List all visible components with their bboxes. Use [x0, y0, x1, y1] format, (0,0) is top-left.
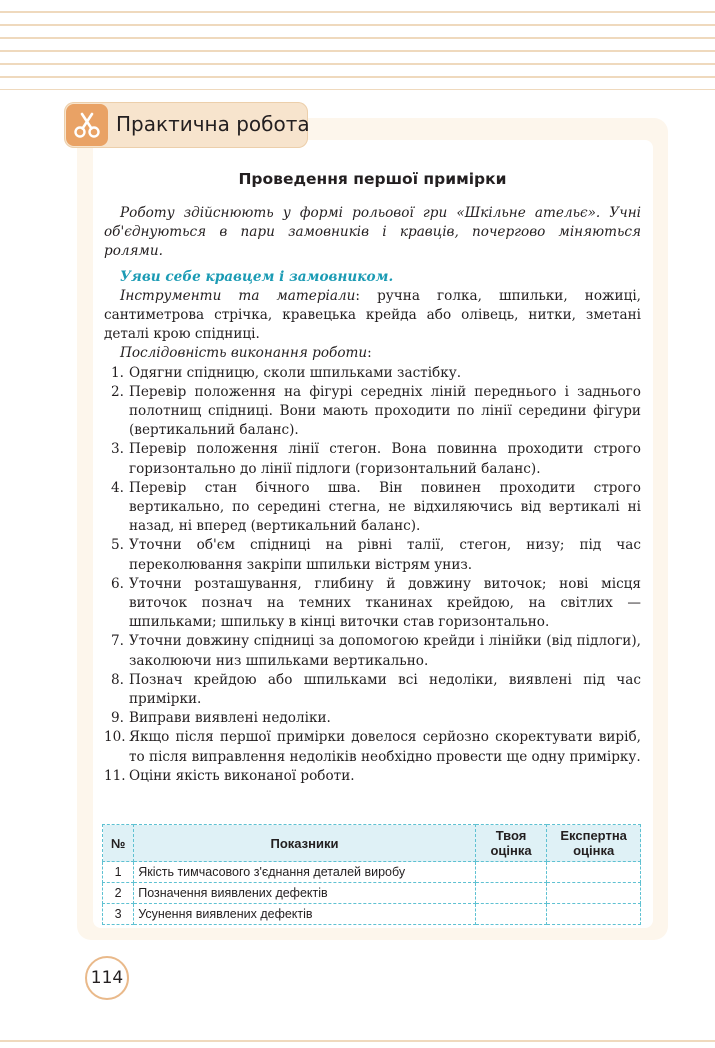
list-item: [104, 767, 641, 786]
step-text: Виправи виявлені недоліки.: [129, 710, 331, 727]
step-number: 9.: [111, 710, 124, 727]
column-header-expert-grade: Експертна оцінка: [547, 825, 641, 862]
step-number: 5.: [111, 537, 124, 554]
table-row: [103, 862, 641, 883]
step-text: Якщо після першої примірки довелося серйозно скоректувати виріб, то після виправлення недоліків необхідно провести ще одну примірку.: [129, 729, 641, 765]
task-content: [104, 204, 641, 786]
step-text: Уточни об'єм спідниці на рівні талії, стегон, низу; під час переколювання закріпи шпильки вістрям униз.: [129, 537, 641, 573]
page-number: 114: [85, 956, 129, 1000]
step-number: 4.: [111, 479, 124, 496]
row-number: 1: [103, 862, 134, 883]
tools-label: Інструменти та матеріали: [120, 287, 356, 304]
own-grade-cell[interactable]: [475, 883, 547, 904]
expert-grade-cell[interactable]: [547, 862, 641, 883]
step-text: Уточни довжину спідниці за допомогою крейди і лінійки (від підлоги), заколюючи низ шпильками вертикально.: [129, 633, 641, 669]
expert-grade-cell[interactable]: [547, 883, 641, 904]
list-item: [104, 383, 641, 441]
list-item: [104, 632, 641, 670]
sequence-heading: [104, 344, 641, 363]
step-text: Уточни розташування, глибину й довжину виточок; нові місця виточок познач на темних тканинах крейдою, на світлих — шпильками; шпильку в кінці виточки став горизонтально.: [129, 575, 641, 631]
own-grade-cell[interactable]: [475, 904, 547, 925]
step-number: 1.: [111, 364, 124, 381]
bottom-ruled-lines: [0, 1032, 715, 1048]
row-number: 3: [103, 904, 134, 925]
row-indicator: Усунення виявлених дефектів: [134, 904, 476, 925]
step-text: Перевір положення на фігурі середніх ліній переднього і заднього полотнищ спідниці. Вони мають проходити по лінії середини фігури (вертикальний баланс).: [129, 383, 641, 439]
expert-grade-cell[interactable]: [547, 904, 641, 925]
role-prompt: Уяви себе кравцем і замовником.: [120, 268, 394, 285]
list-item: [104, 479, 641, 537]
step-number: 7.: [111, 633, 124, 650]
step-text: Одягни спідницю, сколи шпильками застібку.: [129, 364, 462, 381]
list-item: [104, 728, 641, 766]
row-number: 2: [103, 883, 134, 904]
column-header-indicators: Показники: [134, 825, 476, 862]
sequence-colon: :: [367, 345, 372, 362]
list-item: [104, 364, 641, 383]
row-indicator: Якість тимчасового з'єднання деталей виробу: [134, 862, 476, 883]
step-number: 8.: [111, 671, 124, 688]
list-item: [104, 575, 641, 633]
scissors-icon: [66, 104, 108, 146]
row-indicator: Позначення виявлених дефектів: [134, 883, 476, 904]
step-number: 6.: [111, 575, 124, 592]
list-item: [104, 671, 641, 709]
table-header-row: [103, 825, 641, 862]
step-number: 11.: [104, 767, 126, 784]
step-text: Перевір положення лінії стегон. Вона повинна проходити строго горизонтально до лінії підлоги (горизонтальний баланс).: [129, 441, 641, 477]
tools-text: : ручна голка, шпильки, ножиці, сантиметрова стрічка, кравецька крейда або олівець, нитки, зметані деталі крою спідниці.: [104, 287, 641, 343]
list-item: [104, 440, 641, 478]
table-row: [103, 904, 641, 925]
list-item: [104, 709, 641, 728]
page-title: Проведення першої примірки: [238, 170, 507, 188]
step-text: Познач крейдою або шпильками всі недоліки, виявлені під час примірки.: [129, 671, 641, 708]
section-header-title: Практична робота: [116, 112, 310, 136]
step-number: 3.: [111, 441, 124, 458]
top-ruled-lines: [0, 0, 715, 90]
assessment-table: [102, 824, 641, 925]
intro-paragraph: Роботу здійснюють у формі рольової гри «Шкільне ательє». Учні об'єднуються в пари замовників і кравців, почергово міняються ролями.: [104, 205, 641, 260]
sequence-label: Послідовність виконання роботи: [120, 345, 368, 362]
list-item: [104, 536, 641, 574]
step-text: Перевір стан бічного шва. Він повинен проходити строго вертикально, по середині стегна, не відхиляючись від вертикалі ні назад, ні вперед (вертикальний баланс).: [129, 479, 641, 535]
column-header-number: №: [103, 825, 134, 862]
step-text: Оціни якість виконаної роботи.: [129, 767, 355, 784]
step-number: 2.: [111, 383, 124, 400]
steps-list: [104, 364, 641, 786]
own-grade-cell[interactable]: [475, 862, 547, 883]
step-number: 10.: [104, 729, 126, 746]
tools-paragraph: [104, 287, 641, 345]
column-header-own-grade: Твоя оцінка: [475, 825, 547, 862]
table-row: [103, 883, 641, 904]
